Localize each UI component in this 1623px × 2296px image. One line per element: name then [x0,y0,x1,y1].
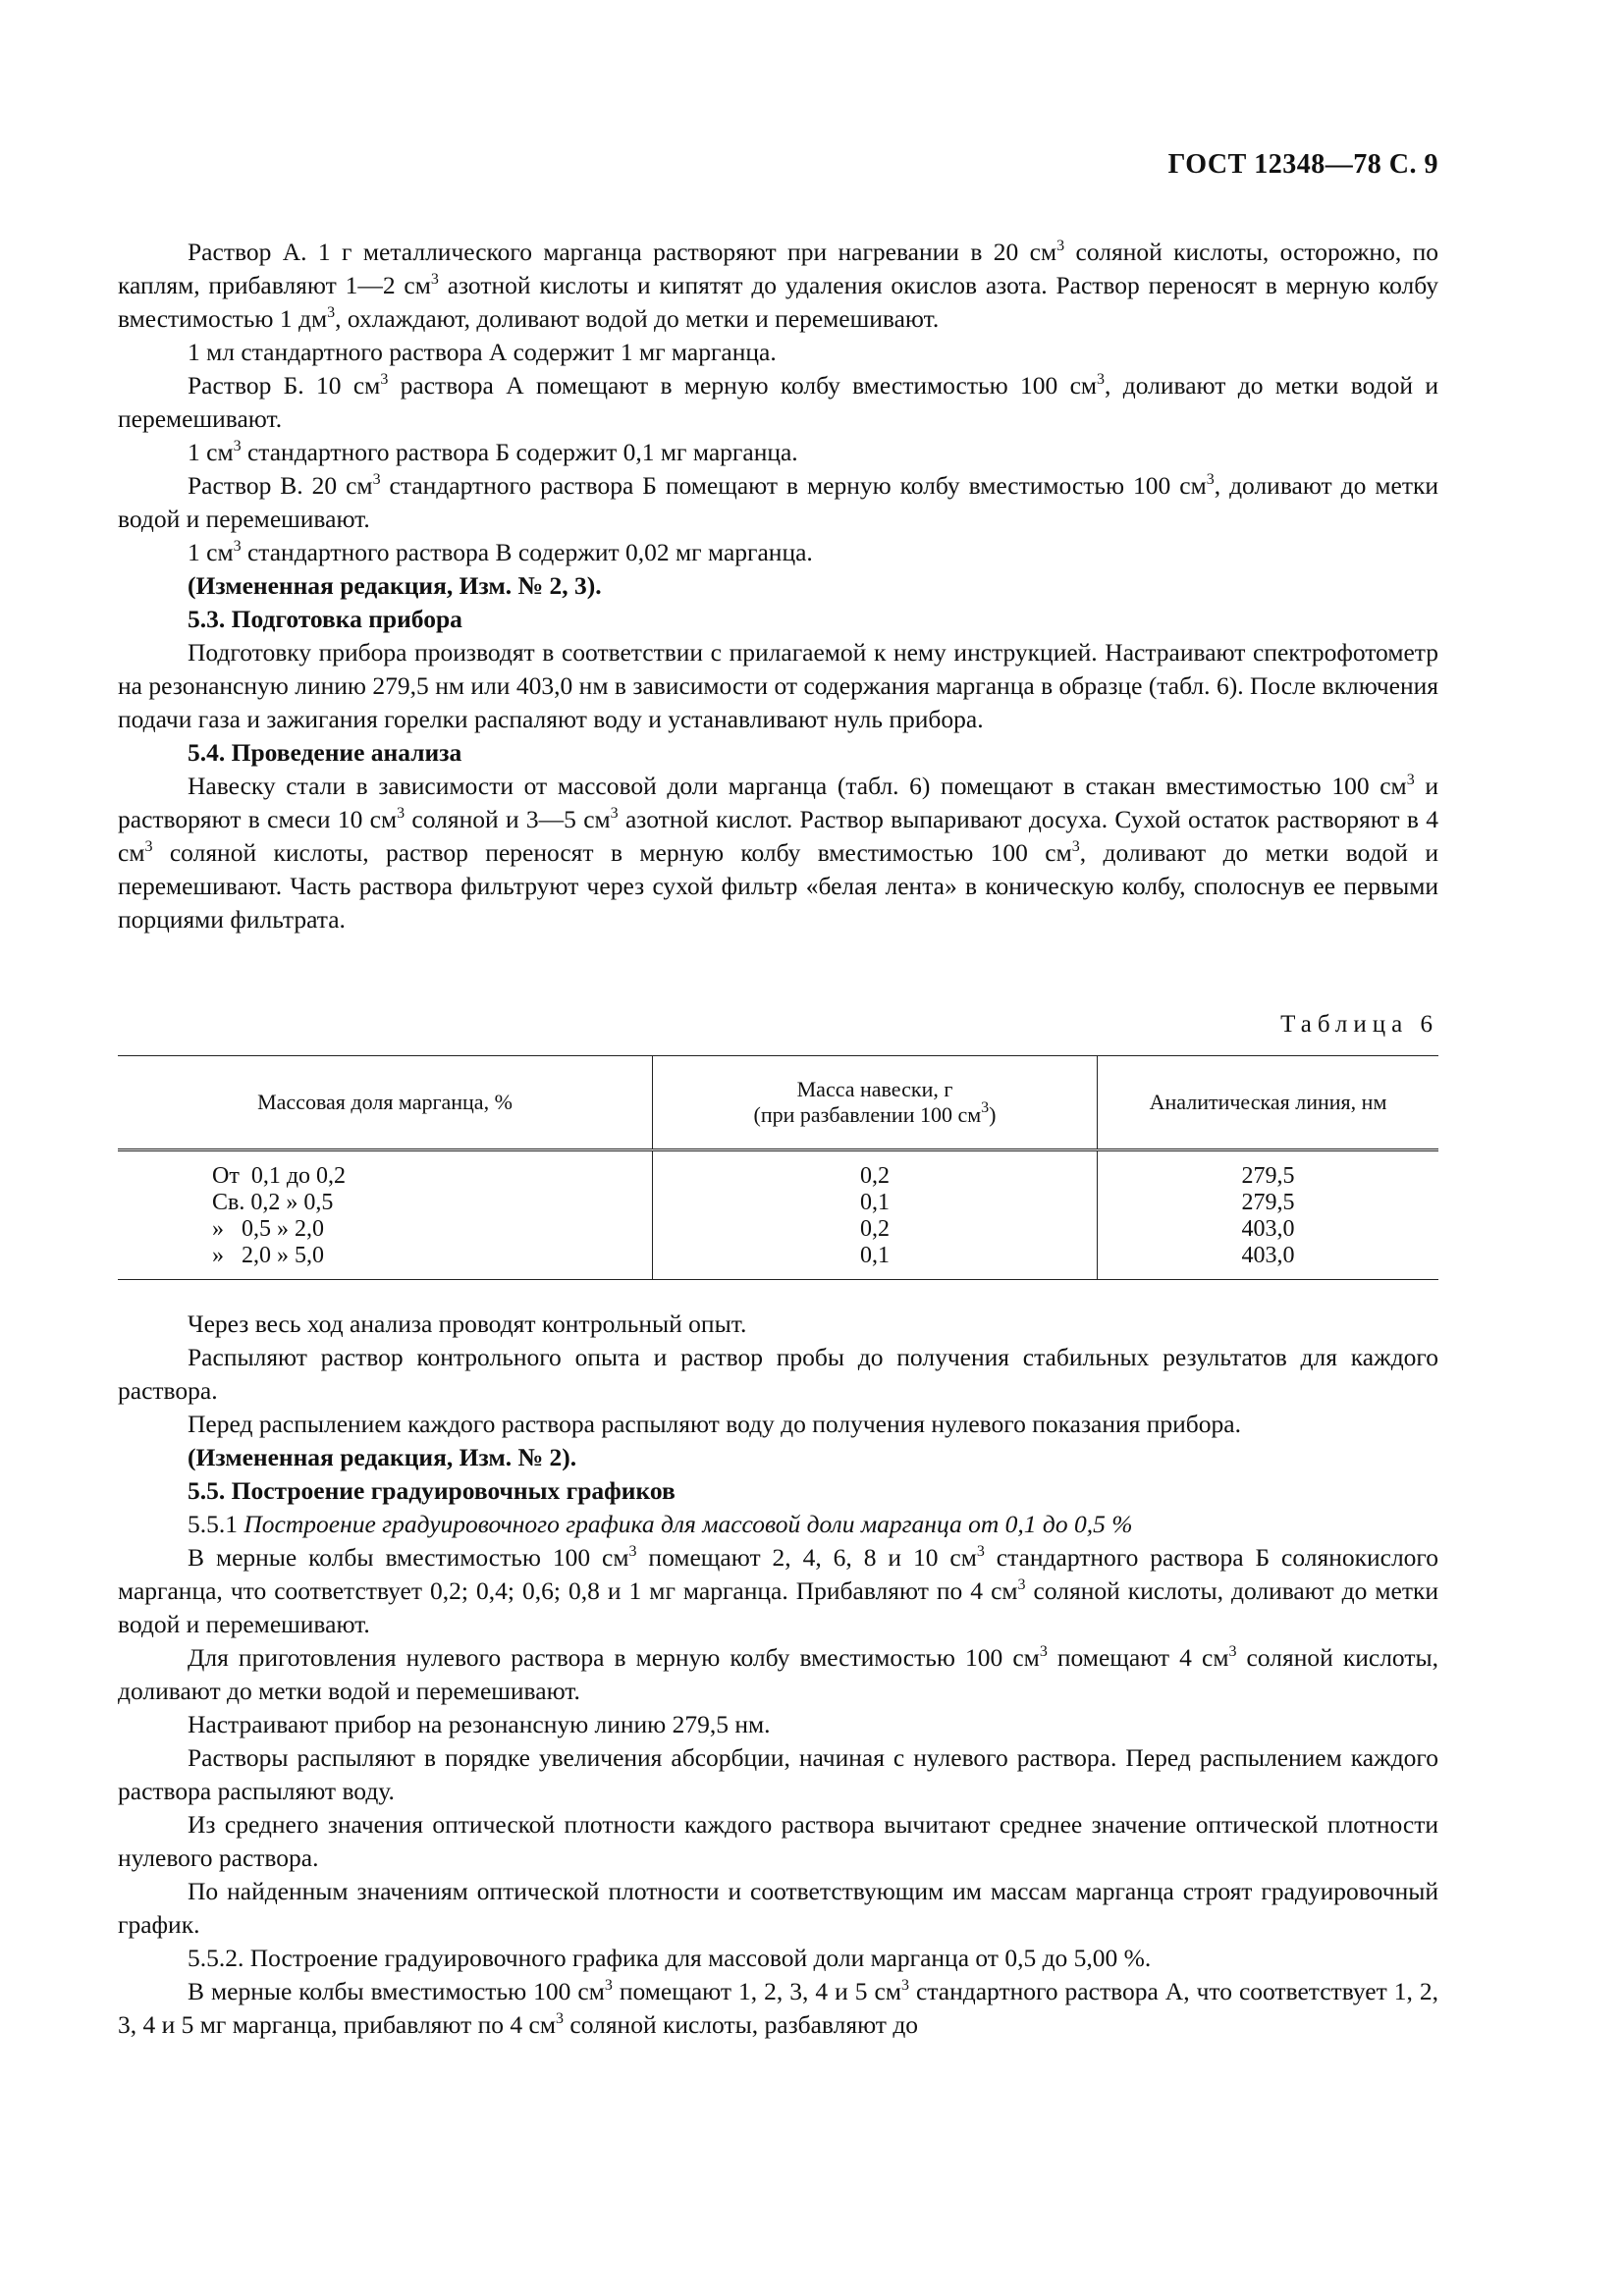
paragraph-solution-b-content: 1 $см^3$ стандартного раствора Б содержит 0,1 мг марганца. [188,438,798,466]
heading-5-5-2: 5.5.2. Построение градуировочного графика для массовой доли марганца от 0,5 до 5,00 %. [188,1944,1152,1972]
paragraph-control-test: Через весь ход анализа проводят контрольный опыт. [188,1309,747,1338]
paragraph-flasks-b: В мерные колбы вместимостью 100 $см^3$ помещают 2, 4, 6, 8 и 10 $см^3$ стандартного раствора Б солянокислого марганца, что соответствует 0,2; 0,4; 0,6; 0,8 и 1 мг марганца. Прибавляют по 4 $см^3$ соляной кислоты, доливают до метки водой и перемешивают. [118,1543,1439,1638]
heading-5-5-1: 5.5.1 Построение градуировочного графика для массовой доли марганца от 0,1 до 0,5 % [188,1510,1133,1538]
paragraph-zero-solution: Для приготовления нулевого раствора в мерную колбу вместимостью 100 $см^3$ помещают 4 $см^3$ соляной кислоты, доливают до метки водой и перемешивают. [118,1643,1438,1705]
section-block-1 [118,236,1438,936]
heading-5-5: 5.5. Построение градуировочных графиков [188,1476,676,1505]
paragraph-solution-a: Раствор А. 1 г металлического марганца растворяют при нагревании в 20 $см^3$ соляной кислоты, осторожно, по каплям, прибавляют 1—2 $см^3$ азотной кислоты и кипятят до удаления окислов азота. Раствор переносят в мерную колбу вместимостью 1 $дм^3$, охлаждают, доливают водой до метки и перемешивают. [118,238,1439,333]
table-cell-mass-fraction: От 0,1 до 0,2 Св. 0,2 » 0,5 » 0,5 » 2,0 » 2,0 » 5,0 [118,1150,653,1280]
heading-5-4: 5.4. Проведение анализа [188,738,462,767]
section-block-2 [118,1308,1438,2042]
page-header: ГОСТ 12348—78 С. 9 [1167,149,1438,180]
paragraph-solution-b: Раствор Б. 10 $см^3$ раствора А помещают в мерную колбу вместимостью 100 $см^3$, доливают до метки водой и перемешивают. [118,371,1438,433]
table-6 [118,1055,1438,1280]
table-header-analytical-line: Аналитическая линия, нм [1098,1056,1439,1150]
table-cell-analytical-line: 279,5 279,5 403,0 403,0 [1098,1150,1439,1280]
heading-5-3: 5.3. Подготовка прибора [188,605,462,633]
paragraph-build-graph: По найденным значениям оптической плотности и соответствующим им массам марганца строят градуировочный график. [118,1877,1438,1939]
table-header-mass-fraction: Массовая доля марганца, % [118,1056,653,1150]
amendment-note-2: (Измененная редакция, Изм. № 2). [188,1443,577,1471]
paragraph-solution-a-content: 1 мл стандартного раствора А содержит 1 мг марганца. [188,338,777,366]
table-caption: Таблица 6 [1280,1011,1438,1038]
table-header-sample-mass: Масса навески, г (при разбавлении 100 $см^3$) [653,1056,1098,1150]
paragraph-spray-control: Распыляют раствор контрольного опыта и раствор пробы до получения стабильных результатов для каждого раствора. [118,1343,1438,1405]
amendment-note-1: (Измененная редакция, Изм. № 2, 3). [188,571,602,600]
paragraph-solution-v: Раствор В. 20 $см^3$ стандартного раствора Б помещают в мерную колбу вместимостью 100 $см^3$, доливают до метки водой и перемешивают. [118,471,1438,533]
paragraph-optical-density: Из среднего значения оптической плотности каждого раствора вычитают среднее значение оптической плотности нулевого раствора. [118,1810,1438,1872]
paragraph-tune-device: Настраивают прибор на резонансную линию 279,5 нм. [188,1710,771,1738]
paragraph-spray-order: Растворы распыляют в порядке увеличения абсорбции, начиная с нулевого раствора. Перед распылением каждого раствора распыляют воду. [118,1743,1438,1805]
paragraph-flasks-a: В мерные колбы вместимостью 100 $см^3$ помещают 1, 2, 3, 4 и 5 $см^3$ стандартного раствора А, что соответствует 1, 2, 3, 4 и 5 мг марганца, прибавляют по 4 $см^3$ соляной кислоты, разбавляют до [118,1977,1438,2039]
paragraph-device-prep: Подготовку прибора производят в соответствии с прилагаемой к нему инструкцией. Настраивают спектрофотометр на резонансную линию 279,5 нм или 403,0 нм в зависимости от содержания марганца в образце (табл. 6). После включения подачи газа и зажигания горелки распаляют воду и устанавливают нуль прибора. [118,638,1438,733]
paragraph-solution-v-content: 1 $см^3$ стандартного раствора В содержит 0,02 мг марганца. [188,538,813,566]
paragraph-spray-water: Перед распылением каждого раствора распыляют воду до получения нулевого показания прибора. [188,1410,1241,1438]
paragraph-analysis: Навеску стали в зависимости от массовой доли марганца (табл. 6) помещают в стакан вместимостью 100 $см^3$ и растворяют в смеси 10 $см^3$ соляной и 3—5 $см^3$ азотной кислот. Раствор выпаривают досуха. Сухой остаток растворяют в 4 $см^3$ соляной кислоты, раствор переносят в мерную колбу вместимостью 100 $см^3$, доливают до метки водой и перемешивают. Часть раствора фильтруют через сухой фильтр «белая лента» в коническую колбу, сполоснув ее первыми порциями фильтрата. [118,772,1438,934]
table-cell-sample-mass: 0,2 0,1 0,2 0,1 [653,1150,1098,1280]
